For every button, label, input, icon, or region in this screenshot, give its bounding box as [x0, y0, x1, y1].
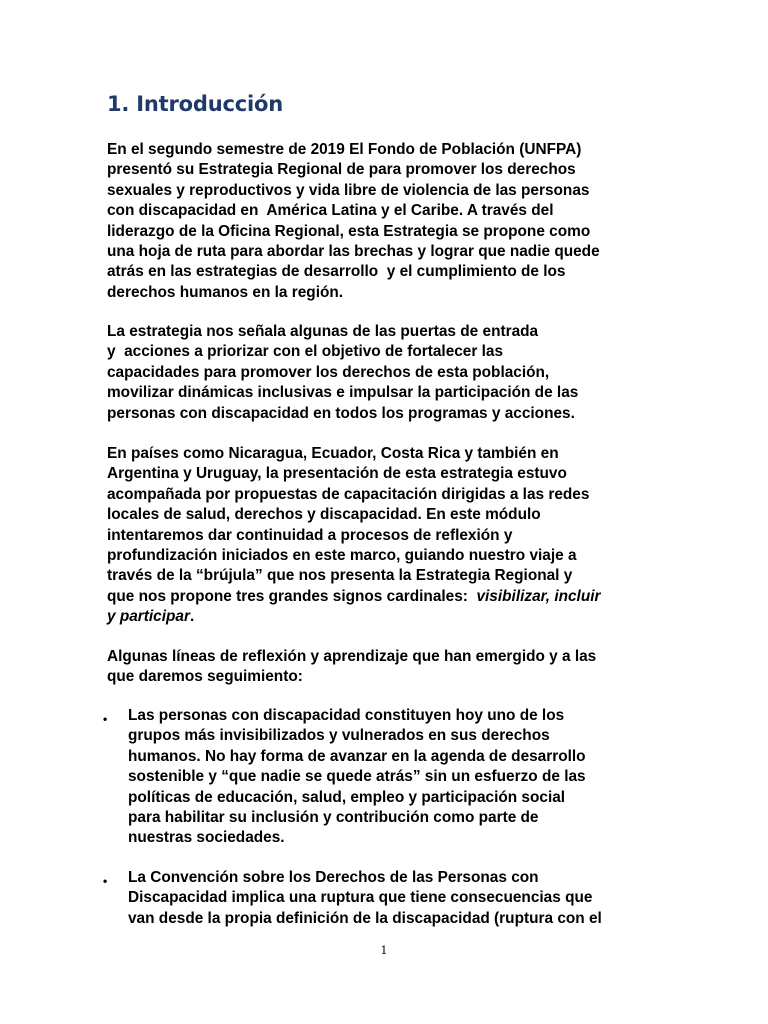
text-line — [107, 607, 677, 627]
text-line: En países como Nicaragua, Ecuador, Costa Rica y también en — [107, 445, 559, 462]
paragraph-4 — [107, 647, 677, 688]
text-line: locales de salud, derechos y discapacidad. En este módulo — [107, 506, 541, 524]
text-line: acompañada por propuestas de capacitación dirigidas a las redes — [107, 485, 590, 503]
emphasis-text: visibilizar, incluir — [476, 587, 601, 605]
text-line: para habilitar su inclusión y contribución como parte de — [128, 809, 539, 827]
text-line: van desde la propia definición de la discapacidad (ruptura con el — [128, 909, 602, 927]
text-line: derechos humanos en la región. — [107, 283, 344, 301]
text-line: profundización iniciados en este marco, guiando nuestro viaje a — [107, 547, 577, 565]
text-line: presentó su Estrategia Regional de para promover los derechos — [107, 161, 576, 179]
section-heading: 1. Introducción — [107, 92, 283, 116]
text-line — [107, 587, 677, 607]
text-line: nuestras sociedades. — [128, 829, 285, 847]
text-line: Las personas con discapacidad constituyen hoy uno de los — [128, 707, 565, 724]
text-line: capacidades para promover los derechos de esta población, — [107, 363, 550, 381]
text-line: Discapacidad implica una ruptura que tiene consecuencias que — [128, 889, 593, 907]
text-line: que daremos seguimiento: — [107, 668, 303, 686]
text-line: sostenible y “que nadie se quede atrás” sin un esfuerzo de las — [128, 768, 586, 786]
text-line: En el segundo semestre de 2019 El Fondo de Población (UNFPA) — [107, 141, 582, 158]
text-line: través de la “brújula” que nos presenta la Estrategia Regional y — [107, 567, 573, 585]
text-line: La estrategia nos señala algunas de las puertas de entrada — [107, 323, 539, 340]
page-number: 1 — [380, 944, 388, 957]
text-line: La Convención sobre los Derechos de las Personas con — [128, 869, 539, 886]
text-line: intentaremos dar continuidad a procesos de reflexión y — [107, 526, 513, 544]
text-run: que nos propone tres grandes signos cardinales: — [107, 587, 477, 605]
text-line: Algunas líneas de reflexión y aprendizaje que han emergido y a las — [107, 648, 597, 665]
text-line: Argentina y Uruguay, la presentación de esta estrategia estuvo — [107, 465, 567, 483]
text-line: atrás en las estrategias de desarrollo y el cumplimiento de los — [107, 263, 566, 281]
emphasis-text: y participar — [107, 608, 190, 626]
text-line: grupos más invisibilizados y vulnerados en sus derechos — [128, 727, 550, 745]
text-line: personas con discapacidad en todos los programas y acciones. — [107, 404, 575, 422]
text-line: con discapacidad en América Latina y el Caribe. A través del — [107, 202, 554, 220]
bullet-icon: • — [103, 874, 108, 888]
text-line: sexuales y reproductivos y vida libre de violencia de las personas — [107, 181, 590, 199]
text-line: políticas de educación, salud, empleo y participación social — [128, 788, 566, 806]
paragraph-1 — [107, 140, 677, 303]
paragraph-2 — [107, 322, 677, 424]
text-line: humanos. No hay forma de avanzar en la agenda de desarrollo — [128, 747, 586, 765]
text-line: movilizar dinámicas inclusivas e impulsar la participación de las — [107, 384, 579, 402]
paragraph-3 — [107, 444, 677, 628]
bullet-item-2 — [128, 868, 688, 929]
text-line: una hoja de ruta para abordar las brechas y lograr que nadie quede — [107, 243, 600, 261]
bullet-icon: • — [103, 712, 108, 726]
text-run: . — [189, 608, 195, 626]
bullet-item-1 — [128, 706, 688, 849]
text-line: liderazgo de la Oficina Regional, esta Estrategia se propone como — [107, 222, 591, 240]
text-line: y acciones a priorizar con el objetivo de fortalecer las — [107, 343, 504, 361]
